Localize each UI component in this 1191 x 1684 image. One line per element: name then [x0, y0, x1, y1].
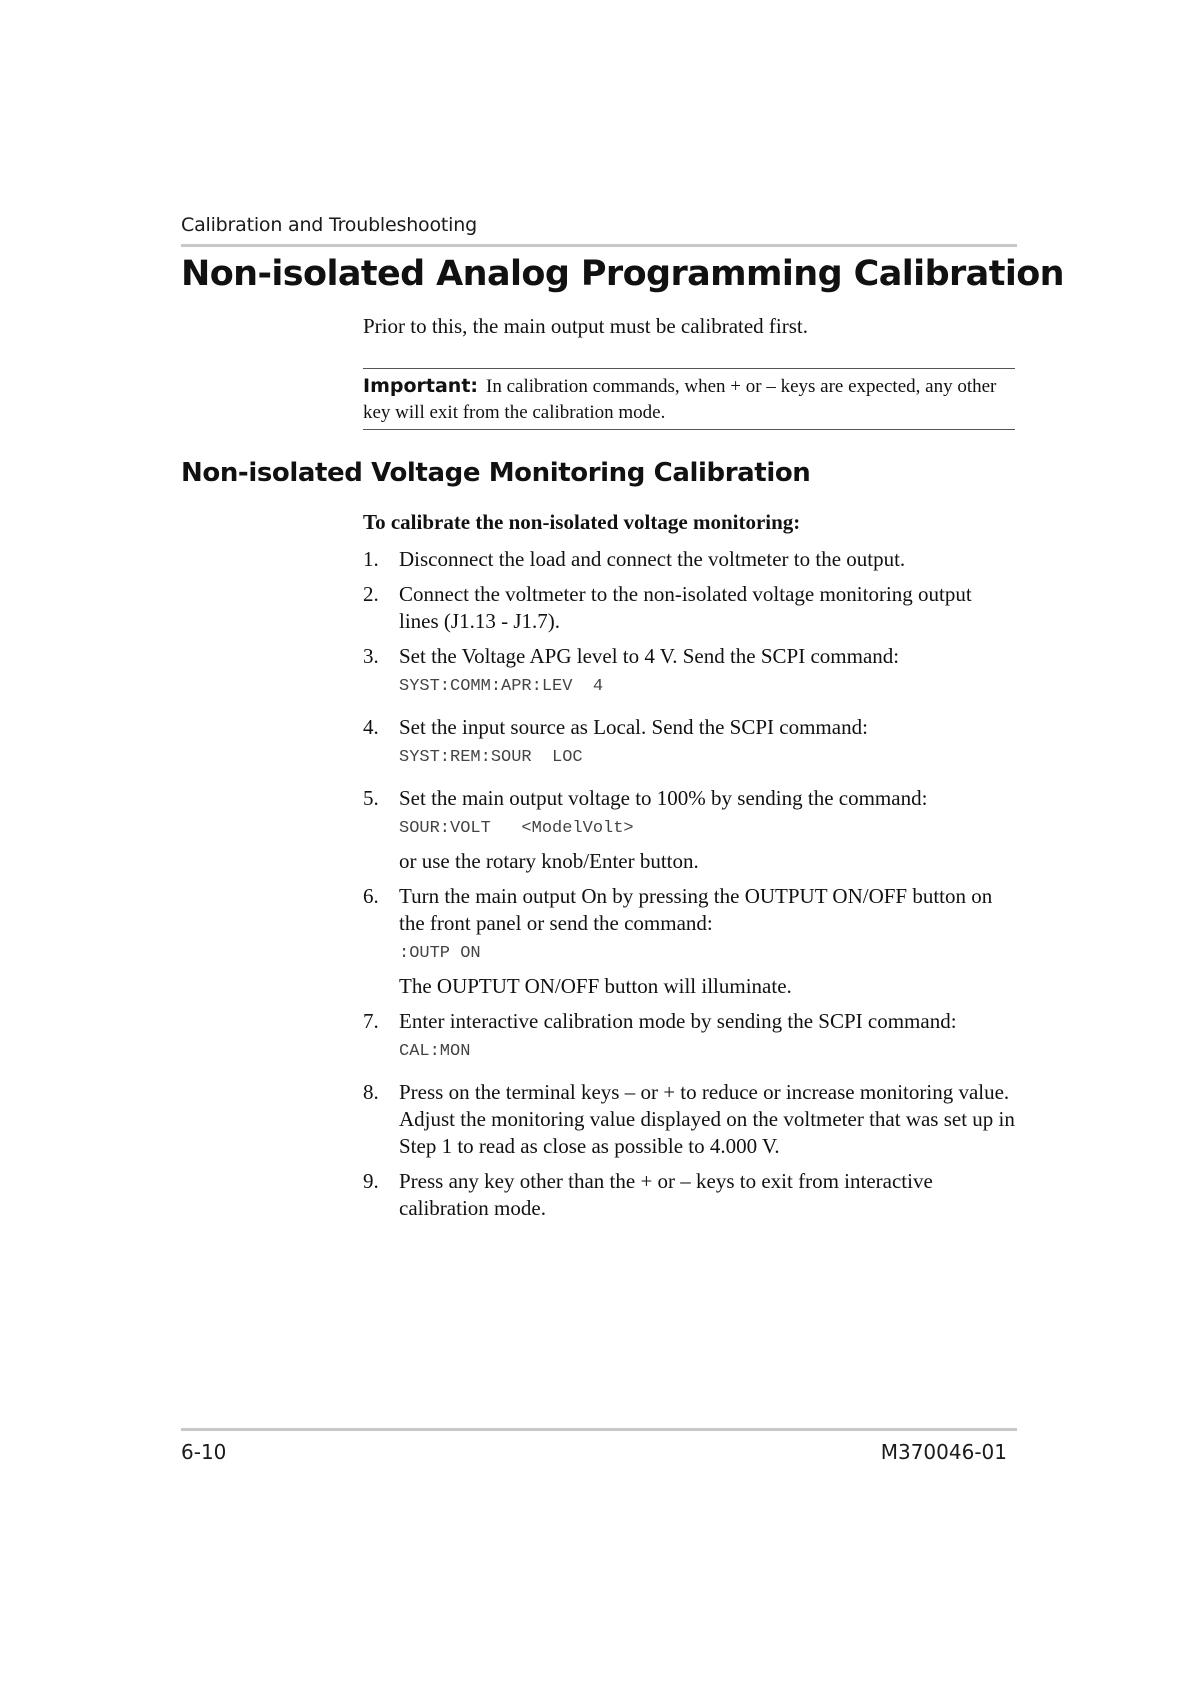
step-followup: or use the rotary knob/Enter button. [399, 849, 699, 873]
header-rule [181, 244, 1017, 247]
document-id: M370046-01 [880, 1440, 1007, 1464]
step-number: 6. [363, 884, 379, 908]
step-number: 7. [363, 1009, 379, 1033]
page-title: Non-isolated Analog Programming Calibration [181, 254, 1064, 294]
step-number: 3. [363, 644, 379, 668]
note-label: Important: [363, 375, 479, 397]
step-number: 2. [363, 582, 379, 606]
step-text: Disconnect the load and connect the voltmeter to the output. [399, 547, 906, 571]
step-6 [363, 883, 1015, 1000]
step-3 [363, 643, 1015, 706]
step-text: Set the input source as Local. Send the SCPI command: [399, 715, 868, 739]
step-number: 4. [363, 715, 379, 739]
step-text: Connect the voltmeter to the non-isolated voltage monitoring output lines (J1.13 - J1.7). [399, 582, 972, 633]
step-4 [363, 714, 1015, 777]
section-heading: Non-isolated Voltage Monitoring Calibration [181, 458, 811, 488]
important-note [363, 368, 1015, 430]
scpi-command: CAL:MON [399, 1042, 471, 1061]
scpi-command: SYST:COMM:APR:LEV 4 [399, 677, 604, 696]
step-text: Set the main output voltage to 100% by sending the command: [399, 786, 928, 810]
step-text: Press any key other than the + or – keys to exit from interactive calibration mode. [399, 1169, 933, 1220]
running-header: Calibration and Troubleshooting [181, 214, 477, 236]
procedure-title: To calibrate the non-isolated voltage monitoring: [363, 510, 801, 534]
step-1 [363, 546, 1015, 573]
footer-rule [181, 1428, 1017, 1431]
step-list [363, 546, 1015, 1230]
page-number: 6-10 [181, 1440, 227, 1464]
scpi-command: SOUR:VOLT <ModelVolt> [399, 819, 634, 838]
scpi-command: SYST:REM:SOUR LOC [399, 748, 583, 767]
step-8 [363, 1079, 1015, 1160]
step-2 [363, 581, 1015, 635]
step-7 [363, 1008, 1015, 1071]
step-text: Press on the terminal keys – or + to reduce or increase monitoring value. Adjust the monitoring value displayed on the voltmeter that was set up in Step 1 to read as close as possible to 4.000 V. [399, 1080, 1015, 1158]
step-5 [363, 785, 1015, 875]
intro-text: Prior to this, the main output must be calibrated first. [363, 314, 809, 338]
scpi-command: :OUTP ON [399, 944, 481, 963]
note-text: In calibration commands, when + or – keys are expected, any other key will exit from the calibration mode. [363, 376, 997, 423]
step-number: 9. [363, 1169, 379, 1193]
step-text: Set the Voltage APG level to 4 V. Send the SCPI command: [399, 644, 900, 668]
step-followup: The OUPTUT ON/OFF button will illuminate. [399, 974, 792, 998]
step-text: Enter interactive calibration mode by sending the SCPI command: [399, 1009, 957, 1033]
step-9 [363, 1168, 1015, 1222]
step-number: 1. [363, 547, 379, 571]
step-number: 5. [363, 786, 379, 810]
step-text: Turn the main output On by pressing the OUTPUT ON/OFF button on the front panel or send the command: [399, 884, 993, 935]
step-number: 8. [363, 1080, 379, 1104]
